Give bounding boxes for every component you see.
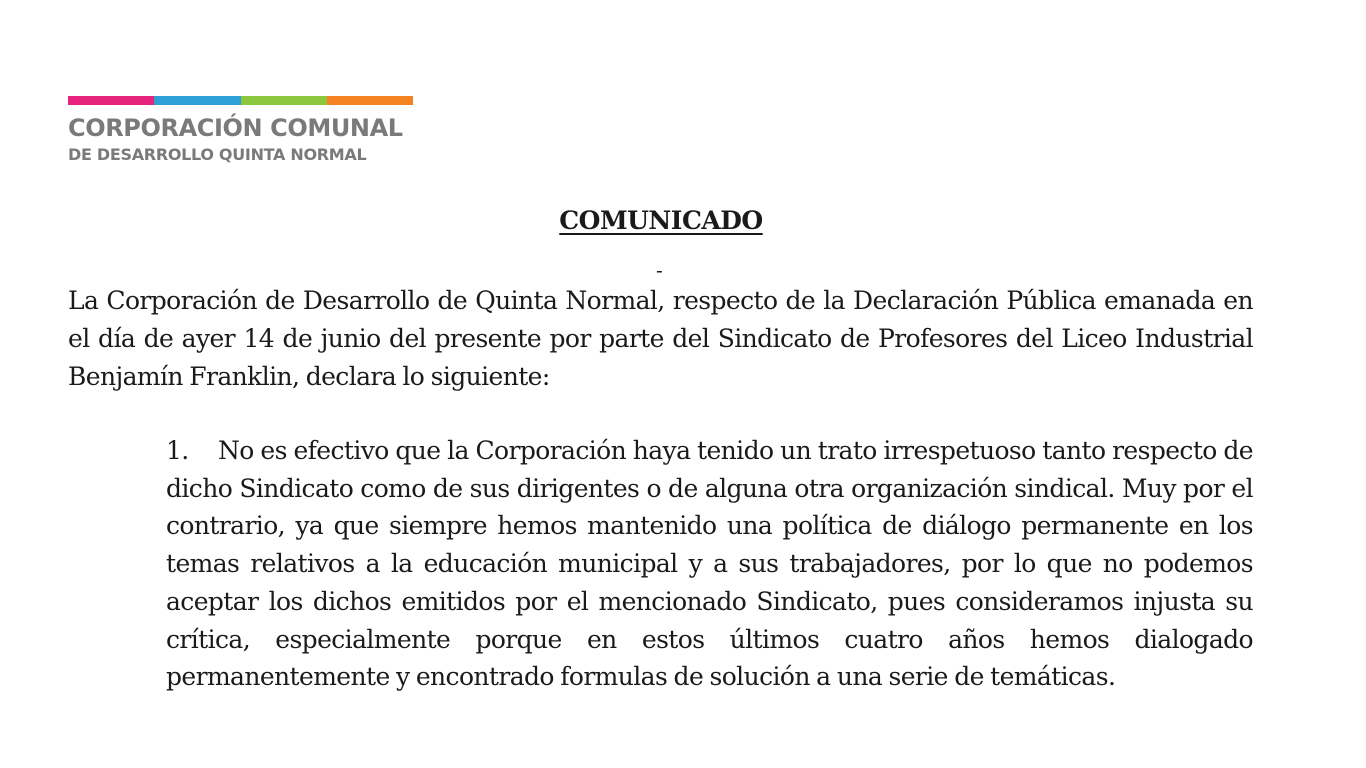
logo-bar-orange	[327, 96, 413, 105]
document-title: COMUNICADO	[559, 206, 763, 235]
list-item-text: No es efectivo que la Corporación haya tenido un trato irrespetuoso tanto respecto de dicho Sindicato como de sus dirigentes o de alguna otra organización sindical. Muy por el contrario, ya que siempre hemos mantenido una política de diálogo permanente en los temas relativos a la educación municipal y a sus trabajadores, por lo que no podemos aceptar los dichos emitidos por el mencionado Sindicato, pues consideramos injusta su crítica, especialmente porque en estos últimos cuatro años hemos dialogado permanentemente y encontrado formulas de solución a una serie de temáticas.	[166, 436, 1253, 692]
title-separator: -	[656, 258, 663, 282]
logo-name-line2: DE DESARROLLO QUINTA NORMAL	[68, 145, 367, 164]
organization-logo	[68, 96, 413, 164]
intro-paragraph: La Corporación de Desarrollo de Quinta Normal, respecto de la Declaración Pública emanada en el día de ayer 14 de junio del presente por parte del Sindicato de Profesores del Liceo Industrial Benjamín Franklin, declara lo siguiente:	[68, 286, 1253, 391]
logo-color-bar	[68, 96, 413, 105]
list-item-number: 1.	[166, 436, 189, 465]
list-item	[166, 432, 1253, 696]
logo-bar-green	[241, 96, 327, 105]
logo-name-line1: CORPORACIÓN COMUNAL	[68, 114, 403, 142]
logo-bar-blue	[154, 96, 240, 105]
logo-bar-magenta	[68, 96, 154, 105]
